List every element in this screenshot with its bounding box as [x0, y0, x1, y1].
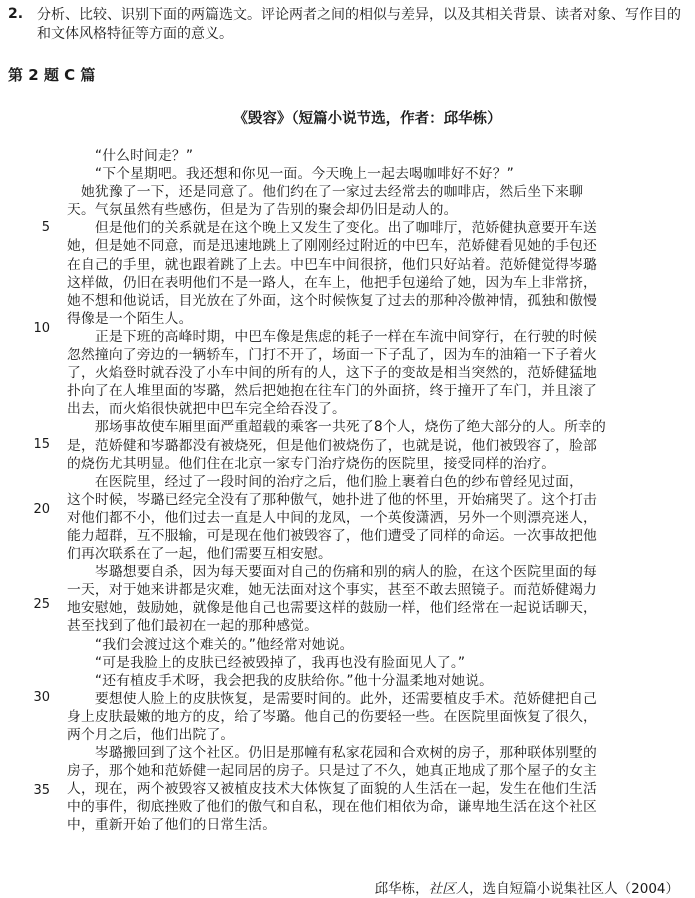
question-text: 分析、比较、识别下面的两篇选文。评论两者之间的相似与差异，以及其相关背景、读者对象、写作目的和文体风格特征等方面的意义。 [37, 7, 681, 42]
passage-line: 一天，对于她来讲都是灾难，她无法面对这个事实，甚至不敢去照镜子。而范娇健竭力 [67, 582, 597, 599]
source-author: 邱华栋， [374, 881, 429, 897]
passage-line: 要想使人脸上的皮肤恢复，是需要时间的。此外，还需要植皮手术。范娇健把自己 [67, 690, 597, 707]
passage-line: “什么时间走？” [67, 148, 194, 164]
passage-line: 得像是一个陌生人。 [67, 310, 193, 327]
line-number: 30 [33, 690, 50, 705]
passage-line: 但是他们的关系就是在这个晚上又发生了变化。出了咖啡厅，范娇健执意要开车送 [67, 220, 597, 237]
line-number: 15 [33, 437, 50, 452]
passage-line: 人，现在，两个被毁容又被植皮技术大体恢复了面貌的人生活在一起，发生在他们生活 [67, 781, 597, 798]
passage-line: 能力超群，互不服输，可是现在他们被毁容了，他们遭受了同样的命运。一次事故把他 [67, 527, 597, 544]
passage-line: 甚至找到了他们最初在一起的那种感觉。 [67, 618, 319, 635]
passage-line: 们再次联系在了一起，他们需要互相安慰。 [67, 546, 332, 563]
source-detail: ，选自短篇小说集社区人（2004） [469, 881, 679, 897]
passage-line: 两个月之后，他们出院了。 [67, 727, 235, 743]
passage-line: 地安慰她，鼓励她，就像是他自己也需要这样的鼓励一样，他们经常在一起说话聊天， [67, 600, 597, 617]
line-number: 10 [33, 321, 50, 336]
passage-line: 房子，那个她和范娇健一起同居的房子。只是过了不久，她真正地成了那个屋子的女主 [67, 763, 597, 780]
question-number: 2. [8, 6, 24, 22]
section-heading: 第 2 题 C 篇 [8, 66, 96, 84]
passage-line: 中，重新开始了他们的日常生活。 [67, 817, 277, 834]
passage-line: 在自己的手里，就也跟着跳了上去。中巴车中间很挤，他们只好站着。范娇健觉得岑璐 [67, 256, 597, 273]
line-number: 5 [41, 220, 50, 235]
passage-line: “下个星期吧。我还想和你见一面。今天晚上一起去喝咖啡好不好？” [67, 166, 514, 183]
passage-line: 在医院里，经过了一段时间的治疗之后，他们脸上裹着白色的纱布曾经见过面， [67, 473, 584, 490]
passage-line: 的烧伤尤其明显。他们住在北京一家专门治疗烧伤的医院里，接受同样的治疗。 [67, 455, 556, 472]
passage-title: 《毁容》（短篇小说节选，作者：邱华栋） [233, 111, 502, 127]
line-number: 25 [33, 597, 50, 612]
line-number: 20 [33, 502, 50, 517]
passage-line: 正是下班的高峰时期，中巴车像是焦虑的耗子一样在车流中间穿行，在行驶的时候 [67, 328, 597, 345]
passage-line: 这个时候，岑璐已经完全没有了那种傲气，她扑进了他的怀里，开始痛哭了。这个打击 [67, 491, 597, 508]
passage-line: 那场事故使车厢里面严重超载的乘客一共死了8个人，烧伤了绝大部分的人。所幸的 [67, 419, 606, 436]
passage-line: 身上皮肤最嫩的地方的皮，给了岑璐。他自己的伤要轻一些。在医院里面恢复了很久， [67, 708, 597, 725]
passage-line: 是，范娇健和岑璐都没有被烧死，但是他们被烧伤了，也就是说，他们被毁容了，脸部 [67, 437, 597, 454]
passage-line: 岑璐想要自杀，因为每天要面对自己的伤痛和别的病人的脸，在这个医院里面的每 [67, 564, 597, 581]
passage-line: 天。气氛虽然有些感伤，但是为了告别的聚会却仍旧是动人的。 [67, 202, 458, 219]
passage-line: 她，但是她不同意，而是迅速地跳上了刚刚经过附近的中巴车，范娇健看见她的手包还 [67, 238, 597, 255]
passage-line: “可是我脸上的皮肤已经被毁掉了，我再也没有脸面见人了。” [67, 654, 466, 671]
passage-line: “我们会渡过这个难关的。”他经常对她说。 [67, 636, 354, 653]
passage-line: 了，火焰登时就吞没了小车中间的所有的人，这下子的变故是相当突然的，范娇健猛地 [67, 365, 597, 382]
passage-body [67, 147, 687, 835]
passage-line: 对他们都不小，他们过去一直是人中间的龙凤，一个英俊潇洒，另外一个则漂亮迷人， [67, 509, 597, 526]
passage-line: 忽然撞向了旁边的一辆轿车，门打不开了，场面一下子乱了，因为车的油箱一下子着火 [67, 347, 597, 364]
line-number: 35 [33, 783, 50, 798]
passage-line: 扑向了在人堆里面的岑璐，然后把她抱在往车门的外面挤，终于撞开了车门，并且滚了 [67, 383, 597, 400]
passage-line: 她犹豫了一下，还是同意了。他们约在了一家过去经常去的咖啡店，然后坐下来聊 [67, 184, 584, 201]
passage-line: “还有植皮手术呀，我会把我的皮肤给你。”他十分温柔地对她说。 [67, 672, 494, 689]
passage-line: 这样做，仍旧在表明他们不是一路人，在车上，他把手包递给了她，因为车上非常挤， [67, 274, 597, 291]
passage-line: 她不想和他说话，目光放在了外面，这个时候恢复了过去的那种冷傲神情，孤独和傲慢 [67, 292, 597, 309]
passage-line: 中的事件，彻底挫败了他们的傲气和自私，现在他们相依为命，谦卑地生活在这个社区 [67, 799, 597, 816]
source-citation [375, 877, 679, 897]
passage-line: 出去，而火焰很快就把中巴车完全给吞没了。 [67, 401, 346, 418]
passage-line: 岑璐搬回到了这个社区。仍旧是那幢有私家花园和合欢树的房子，那种联体别墅的 [67, 745, 597, 762]
source-work: 社区人 [428, 881, 470, 897]
